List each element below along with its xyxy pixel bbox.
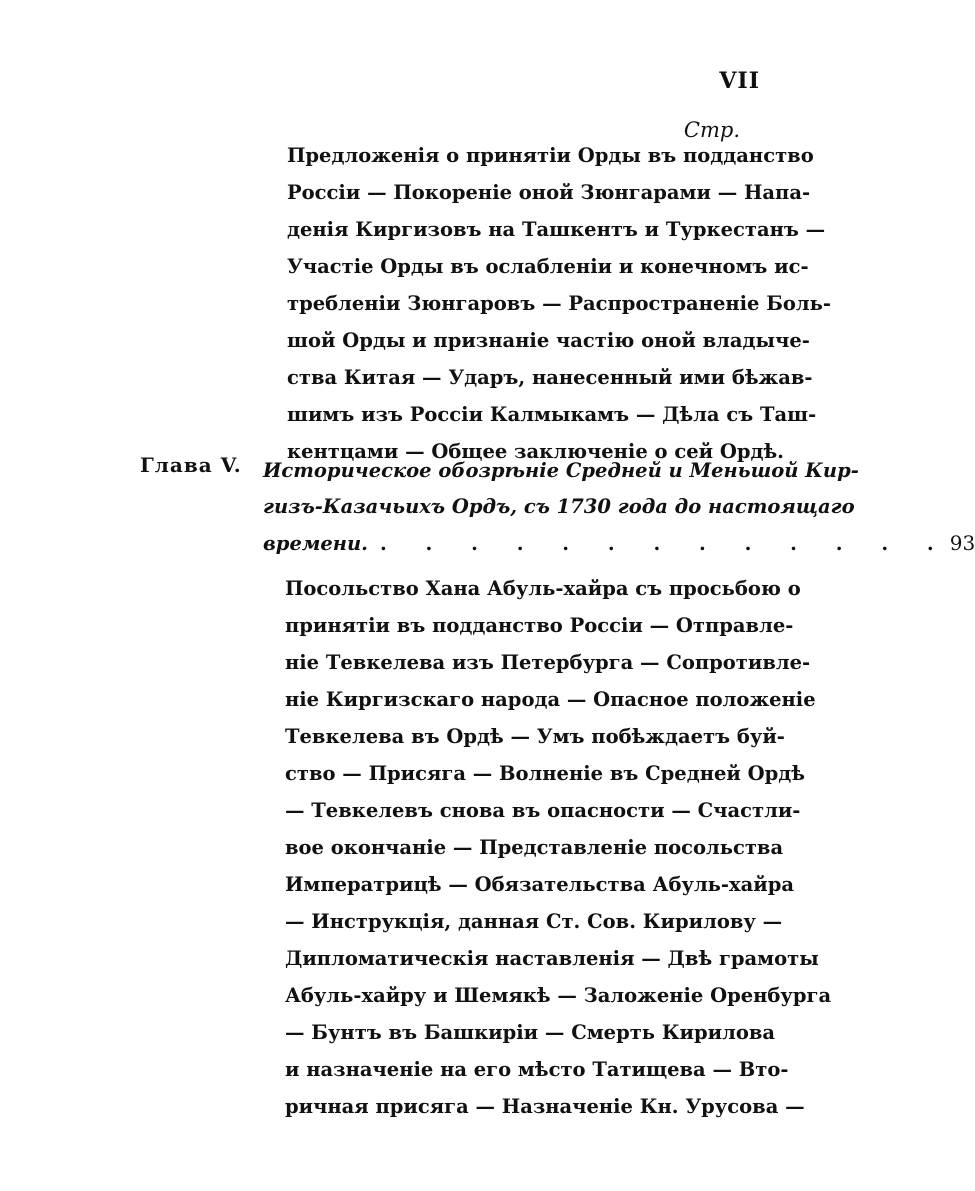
summary-line: кентцами — Общее заключеніе о сей Ордѣ.: [287, 440, 784, 463]
summary-line: требленіи Зюнгаровъ — Распространеніе Боль-: [287, 292, 831, 315]
summary-line: Предложенія о принятіи Орды въ подданство: [287, 144, 814, 167]
summary-line: Участіе Орды въ ослабленіи и конечномъ ис-: [287, 255, 809, 278]
summary-line: ніе Тевкелева изъ Петербурга — Сопротивле-: [285, 651, 811, 674]
dot-leader: . . . . . . . . . . . . .: [379, 532, 950, 555]
summary-line: Россіи — Покореніе оной Зюнгарами — Напа-: [287, 181, 811, 204]
summary-line: денія Киргизовъ на Ташкентъ и Туркестанъ —: [287, 218, 826, 241]
summary-line: — Инструкція, данная Ст. Сов. Кирилову —: [285, 910, 783, 933]
summary-line: Императрицѣ — Обязательства Абуль-хайра: [285, 873, 795, 896]
summary-line: Тевкелева въ Ордѣ — Умъ побѣждаетъ буй-: [285, 725, 785, 748]
page-number: VII: [719, 68, 760, 94]
summary-line: шой Орды и признаніе частію оной владыче-: [287, 329, 810, 352]
chapter-title-end: времени.: [263, 532, 368, 555]
summary-line: ства Китая — Ударъ, нанесенный ими бѣжав-: [287, 366, 813, 389]
chapter-title-line: Историческое обозрѣніе Средней и Меньшой Кир-: [263, 459, 859, 482]
chapter-summary-1: [287, 137, 831, 470]
summary-line: вое окончаніе — Представленіе посольства: [285, 836, 784, 859]
summary-line: ніе Киргизскаго народа — Опасное положеніе: [285, 688, 816, 711]
summary-line: Абуль-хайру и Шемякѣ — Заложеніе Оренбурга: [285, 984, 832, 1007]
summary-line: и назначеніе на его мѣсто Татищева — Вто-: [285, 1058, 789, 1081]
chapter-summary-2: [285, 570, 832, 1125]
page-column-label: Стр.: [683, 118, 740, 142]
summary-line: принятіи въ подданство Россіи — Отправле-: [285, 614, 794, 637]
summary-line: шимъ изъ Россіи Калмыкамъ — Дѣла съ Таш-: [287, 403, 817, 426]
chapter-title-last-line: [263, 525, 975, 561]
summary-line: ство — Присяга — Волненіе въ Средней Ордѣ: [285, 762, 805, 785]
summary-line: ричная присяга — Назначеніе Кн. Урусова —: [285, 1095, 805, 1118]
chapter-page-number: 93: [949, 531, 975, 555]
summary-line: — Бунтъ въ Башкиріи — Смерть Кирилова: [285, 1021, 776, 1044]
summary-line: Посольство Хана Абуль-хайра съ просьбою о: [285, 577, 801, 600]
chapter-label: Глава V.: [140, 453, 242, 477]
chapter-title: [263, 453, 975, 561]
summary-line: — Тевкелевъ снова въ опасности — Счастли-: [285, 799, 801, 822]
summary-line: Дипломатическія наставленія — Двѣ грамоты: [285, 947, 819, 970]
chapter-title-line: гизъ-Казачьихъ Ордъ, съ 1730 года до настоящаго: [263, 495, 855, 518]
